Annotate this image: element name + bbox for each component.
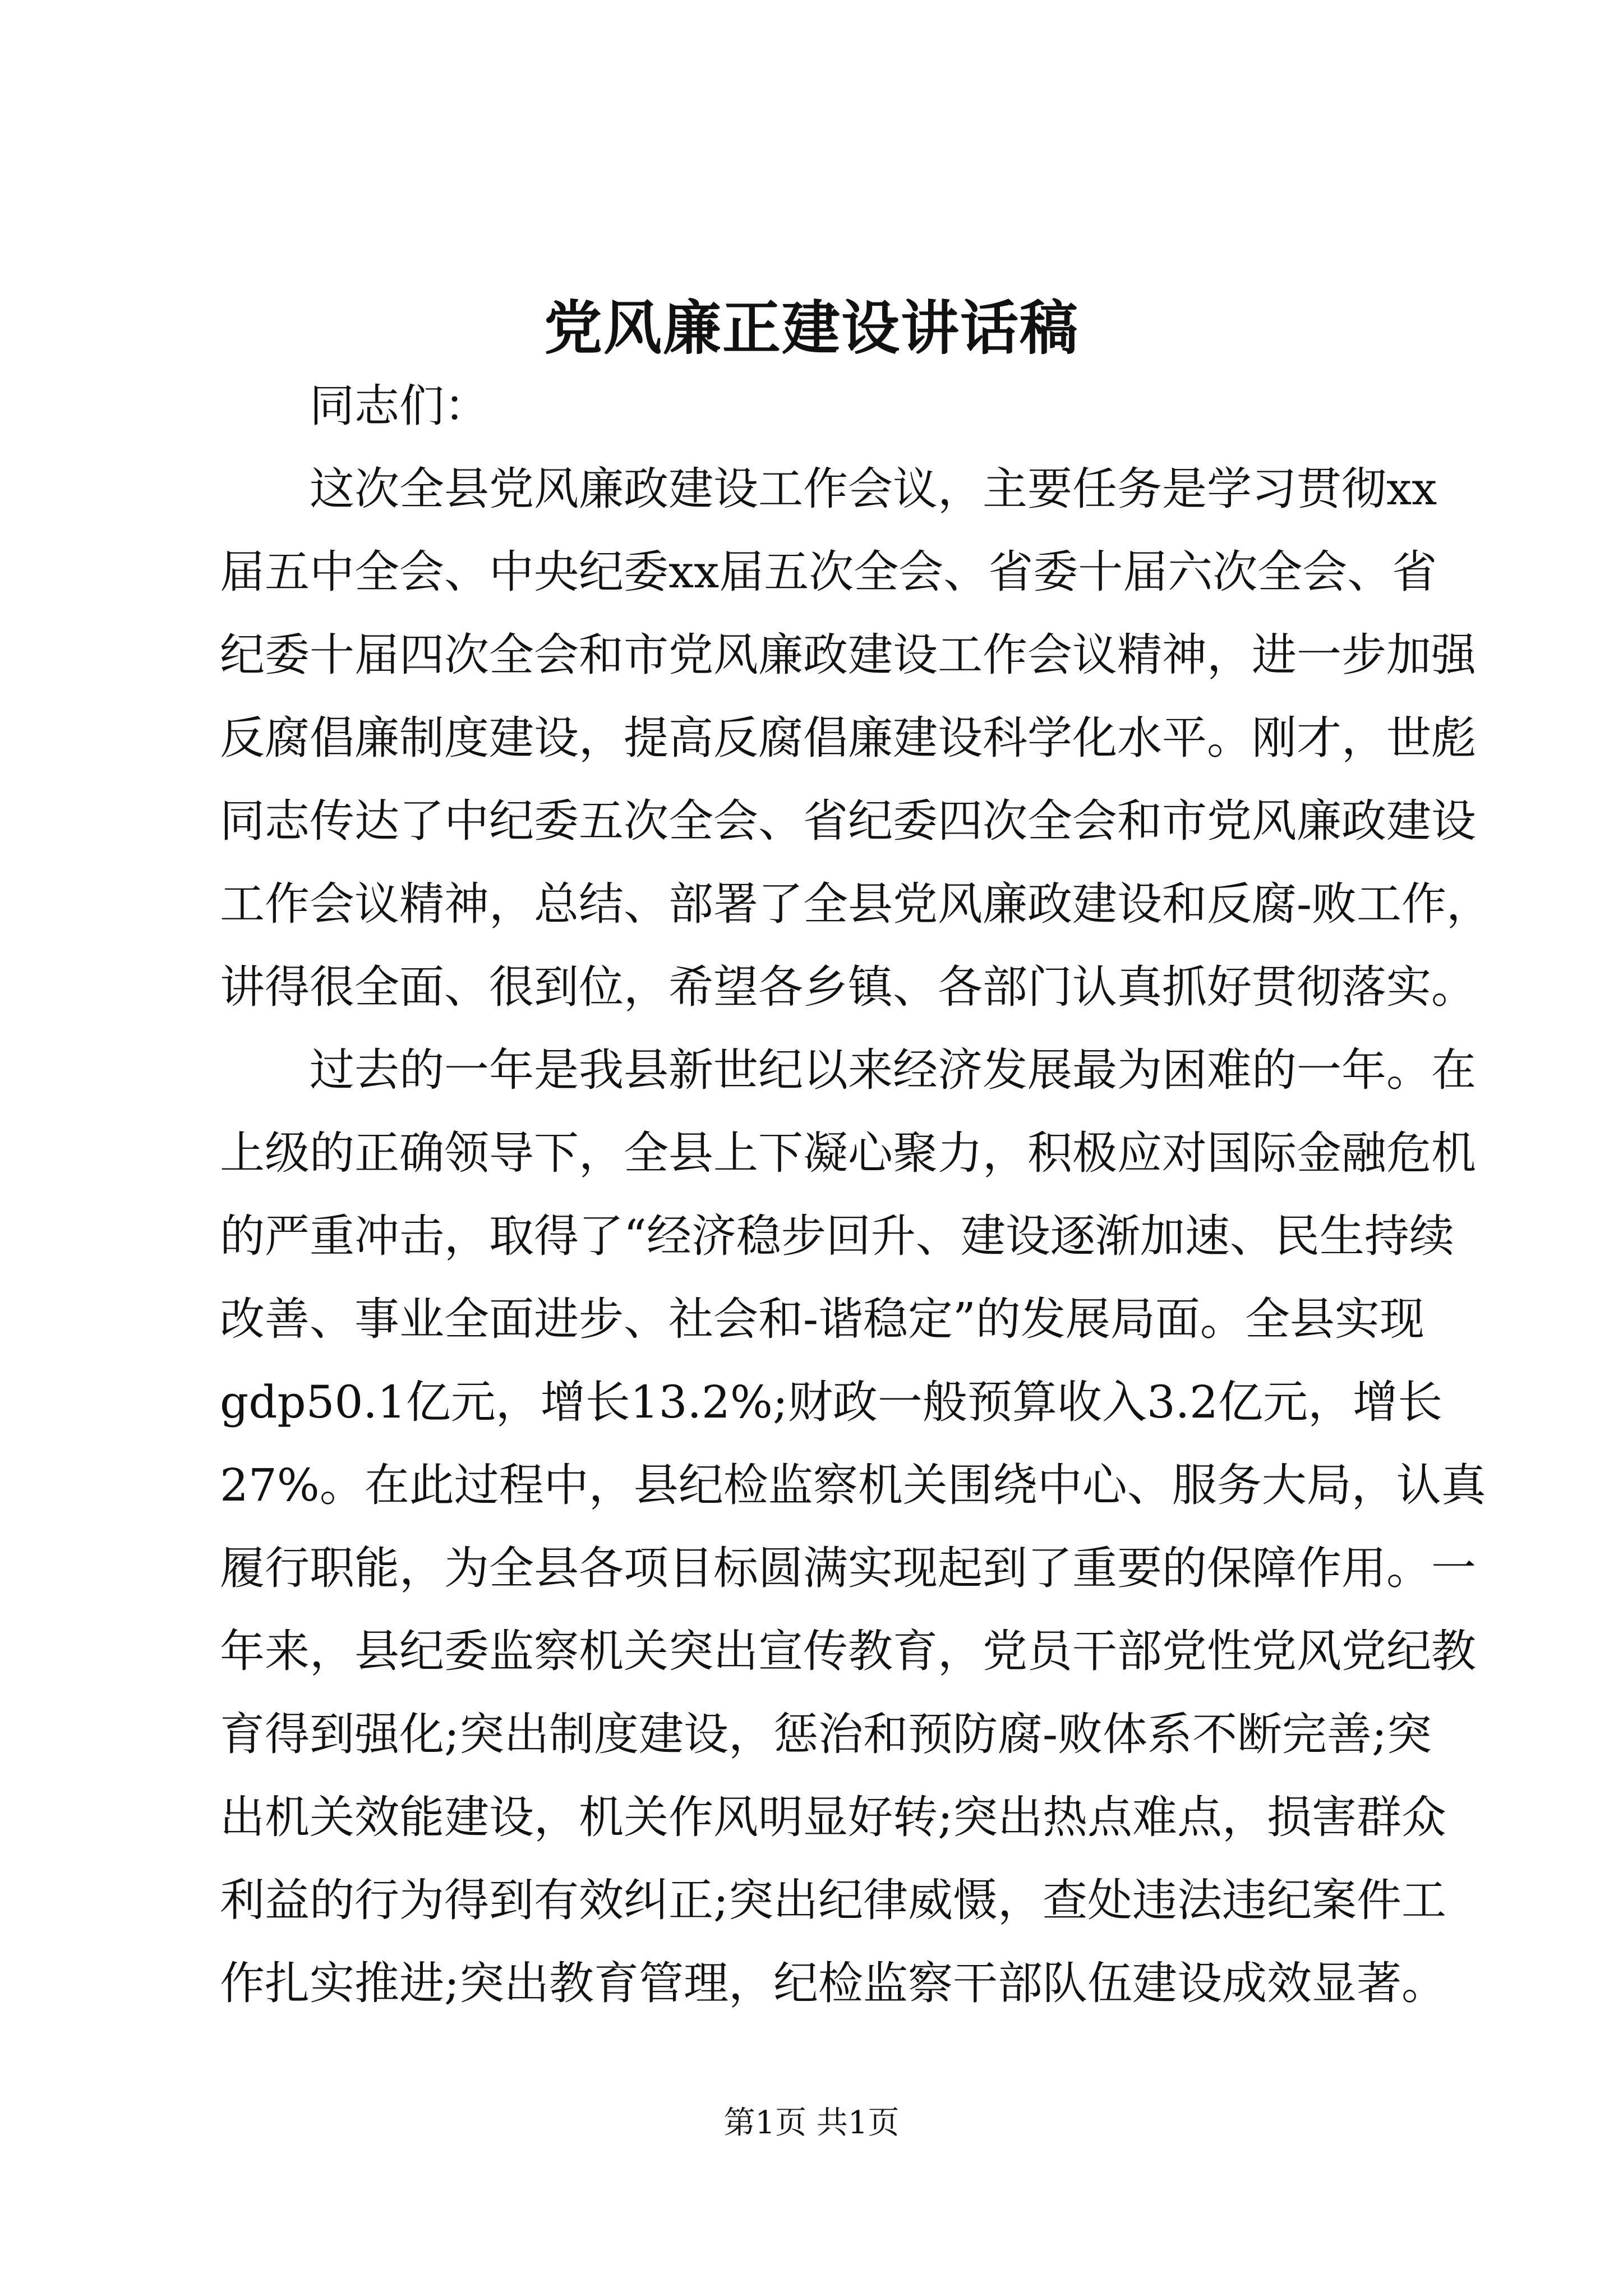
paragraph-2-line-9: 育得到强化;突出制度建设，惩治和预防腐-败体系不断完善;突 (220, 1708, 1432, 1760)
paragraph-2-line-5: gdp50.1亿元，增长13.2%;财政一般预算收入3.2亿元，增长 (220, 1376, 1443, 1428)
paragraph-2-line-4: 改善、事业全面进步、社会和-谐稳定”的发展局面。全县实现 (220, 1293, 1424, 1345)
paragraph-2-line-1: 过去的一年是我县新世纪以来经济发展最为困难的一年。在 (310, 1044, 1476, 1096)
paragraph-1-line-6: 工作会议精神，总结、部署了全县党风廉政建设和反腐-败工作， (220, 878, 1492, 930)
paragraph-2-line-2: 上级的正确领导下，全县上下凝心聚力，积极应对国际金融危机 (220, 1127, 1476, 1179)
paragraph-1-line-4: 反腐倡廉制度建设，提高反腐倡廉建设科学化水平。刚才，世彪 (220, 712, 1476, 764)
paragraph-2-line-12: 作扎实推进;突出教育管理，纪检监察干部队伍建设成效显著。 (220, 1957, 1446, 2009)
paragraph-2-line-7: 履行职能，为全县各项目标圆满实现起到了重要的保障作用。一 (220, 1542, 1476, 1594)
paragraph-2-line-10: 出机关效能建设，机关作风明显好转;突出热点难点，损害群众 (220, 1791, 1446, 1843)
paragraph-1-line-7: 讲得很全面、很到位，希望各乡镇、各部门认真抓好贯彻落实。 (220, 961, 1476, 1013)
document-title: 党风廉正建设讲话稿 (543, 293, 1079, 362)
document-body (220, 365, 1492, 2025)
page-number-footer: 第1页 共1页 (723, 2105, 900, 2141)
paragraph-2-line-3: 的严重冲击，取得了“经济稳步回升、建设逐渐加速、民生持续 (220, 1210, 1454, 1262)
paragraph-1-line-2: 届五中全会、中央纪委xx届五次全会、省委十届六次全会、省 (220, 546, 1437, 598)
paragraph-2-line-11: 利益的行为得到有效纠正;突出纪律威慑，查处违法违纪案件工 (220, 1874, 1446, 1926)
paragraph-1-line-3: 纪委十届四次全会和市党风廉政建设工作会议精神，进一步加强 (220, 629, 1476, 681)
paragraph-1-line-1: 这次全县党风廉政建设工作会议，主要任务是学习贯彻xx (310, 463, 1437, 515)
paragraph-2-line-8: 年来，县纪委监察机关突出宣传教育，党员干部党性党风党纪教 (220, 1625, 1476, 1677)
paragraph-2-line-6: 27%。在此过程中，县纪检监察机关围绕中心、服务大局，认真 (220, 1459, 1486, 1511)
greeting-line: 同志们： (310, 380, 489, 432)
paragraph-1-line-5: 同志传达了中纪委五次全会、省纪委四次全会和市党风廉政建设 (220, 795, 1476, 847)
